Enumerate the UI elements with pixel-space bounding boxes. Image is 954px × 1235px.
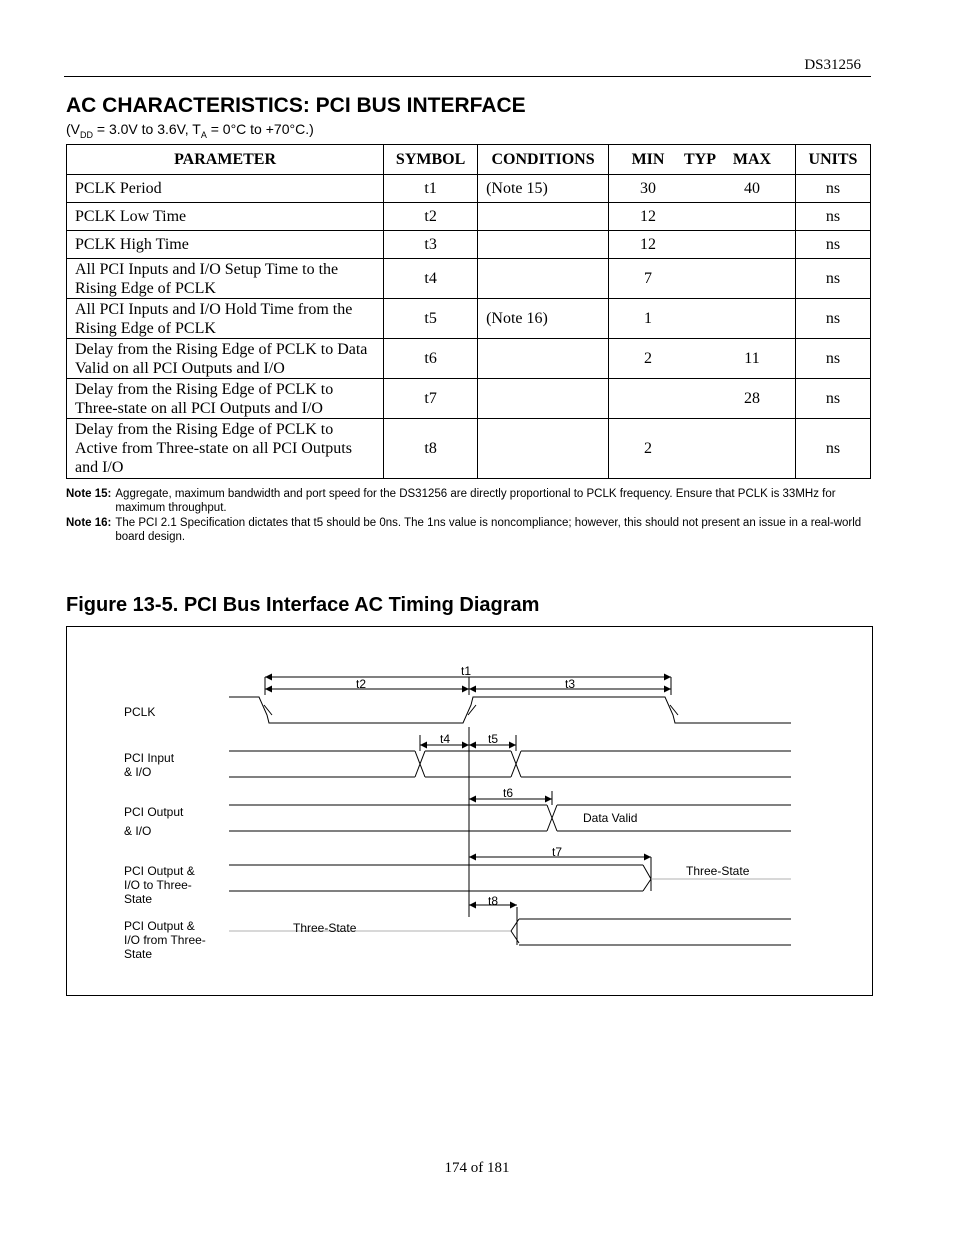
t2-label: t2 <box>356 677 367 691</box>
t6-label: t6 <box>503 786 514 800</box>
max-value <box>727 235 777 254</box>
vdd-subscript: DD <box>80 129 93 140</box>
three-state-out-label: Three-State <box>686 864 750 878</box>
symbol-cell: t4 <box>384 259 478 299</box>
parameter-cell: PCLK Period <box>67 175 384 203</box>
t4-label: t4 <box>440 732 451 746</box>
table-row <box>67 175 871 203</box>
min-typ-max-cell <box>609 419 796 479</box>
cond-open: (V <box>66 121 80 137</box>
conditions-cell <box>478 203 609 231</box>
units-cell: ns <box>795 203 870 231</box>
min-typ-max-cell <box>609 379 796 419</box>
signal-label-line: State <box>124 947 153 961</box>
units-cell: ns <box>795 231 870 259</box>
units-cell: ns <box>795 299 870 339</box>
signal-label-line: & I/O <box>124 824 152 838</box>
table-header-row <box>67 145 871 175</box>
min-typ-max-cell <box>609 259 796 299</box>
note-text: Aggregate, maximum bandwidth and port speed for the DS31256 are directly proportional to PCLK frequency. Ensure that PCLK is 33MHz for maximum throughput. <box>115 488 836 514</box>
typ-value <box>675 207 725 226</box>
max-value: 11 <box>744 350 760 367</box>
conditions-cell <box>478 419 609 479</box>
signal-from-three-state <box>124 919 206 961</box>
signal-label-line: & I/O <box>124 765 152 779</box>
conditions-cell <box>478 339 609 379</box>
signal-label-line: PCI Output <box>124 805 184 819</box>
t8-label: t8 <box>488 894 499 908</box>
min-value: 1 <box>644 310 653 327</box>
typ-value <box>675 235 725 254</box>
table-row <box>67 379 871 419</box>
parameter-cell: PCLK Low Time <box>67 203 384 231</box>
signal-pci-input <box>124 751 174 779</box>
symbol-cell: t7 <box>384 379 478 419</box>
max-value <box>727 439 777 458</box>
signal-label-line: State <box>124 892 153 906</box>
min-typ-max-cell <box>609 175 796 203</box>
header-typ: TYP <box>684 151 716 168</box>
header-parameter: PARAMETER <box>67 145 384 175</box>
header-units: UNITS <box>795 145 870 175</box>
notes <box>66 487 871 545</box>
operating-conditions <box>66 121 314 140</box>
conditions-cell <box>478 259 609 299</box>
conditions-cell <box>478 231 609 259</box>
units-cell: ns <box>795 339 870 379</box>
symbol-cell: t5 <box>384 299 478 339</box>
signal-label-line: PCI Output & <box>124 864 195 878</box>
max-value <box>727 207 777 226</box>
parameter-cell: Delay from the Rising Edge of PCLK to Active from Three-state on all PCI Outputs and I/O <box>67 419 384 479</box>
cond-close: = 0°C to +70°C.) <box>206 121 314 137</box>
typ-value <box>675 269 725 288</box>
header-max: MAX <box>732 151 772 168</box>
symbol-cell: t6 <box>384 339 478 379</box>
typ-value <box>675 439 725 458</box>
symbol-cell: t8 <box>384 419 478 479</box>
header-symbol: SYMBOL <box>384 145 478 175</box>
symbol-cell: t3 <box>384 231 478 259</box>
table-row <box>67 299 871 339</box>
symbol-cell: t2 <box>384 203 478 231</box>
note-text: The PCI 2.1 Specification dictates that t5 should be 0ns. The 1ns value is noncompliance; however, this should not present an issue in a real-world board design. <box>115 517 862 543</box>
signal-to-three-state <box>124 864 195 906</box>
table-row <box>67 203 871 231</box>
header-conditions: CONDITIONS <box>478 145 609 175</box>
units-cell: ns <box>795 379 870 419</box>
max-value: 28 <box>743 390 760 407</box>
cond-mid: = 3.0V to 3.6V, T <box>93 121 201 137</box>
conditions-cell: (Note 16) <box>478 299 609 339</box>
t5-label: t5 <box>488 732 499 746</box>
parameter-cell: Delay from the Rising Edge of PCLK to Three-state on all PCI Outputs and I/O <box>67 379 384 419</box>
max-value: 40 <box>743 180 760 197</box>
pci-input-waveform <box>229 735 791 777</box>
conditions-cell: (Note 15) <box>478 175 609 203</box>
header-min: MIN <box>631 151 665 168</box>
signal-label-line: I/O to Three- <box>124 878 192 892</box>
ac-characteristics-table <box>66 144 871 479</box>
signal-label-line: I/O from Three- <box>124 933 206 947</box>
min-value: 2 <box>644 350 653 367</box>
pclk-waveform <box>229 677 791 723</box>
t1-label: t1 <box>461 664 472 678</box>
min-value: 12 <box>640 208 657 225</box>
min-typ-max-cell <box>609 203 796 231</box>
page-number: 174 of 181 <box>444 1160 510 1176</box>
parameter-cell: All PCI Inputs and I/O Hold Time from the Rising Edge of PCLK <box>67 299 384 339</box>
typ-value <box>675 309 725 328</box>
max-value <box>727 309 777 328</box>
t7-label: t7 <box>552 845 563 859</box>
table-row <box>67 231 871 259</box>
parameter-cell: All PCI Inputs and I/O Setup Time to the Rising Edge of PCLK <box>67 259 384 299</box>
typ-value <box>675 349 725 368</box>
symbol-cell: t1 <box>384 175 478 203</box>
signal-label-line: PCI Output & <box>124 919 195 933</box>
header-rule <box>64 76 871 77</box>
signal-pclk: PCLK <box>124 705 156 719</box>
data-valid-label: Data Valid <box>583 811 638 825</box>
document-id: DS31256 <box>804 57 861 73</box>
timing-diagram <box>66 626 873 996</box>
t3-label: t3 <box>565 677 576 691</box>
table-row <box>67 419 871 479</box>
conditions-cell <box>478 379 609 419</box>
min-value: 30 <box>640 180 657 197</box>
ta-subscript: A <box>200 129 207 140</box>
note-16 <box>66 516 871 544</box>
typ-value <box>675 179 725 198</box>
units-cell: ns <box>795 419 870 479</box>
min-value: 7 <box>644 270 653 287</box>
figure-title: Figure 13-5. PCI Bus Interface AC Timing Diagram <box>66 594 540 616</box>
units-cell: ns <box>795 259 870 299</box>
units-cell: ns <box>795 175 870 203</box>
signal-label-line: PCI Input <box>124 751 175 765</box>
table-row <box>67 339 871 379</box>
min-value: 2 <box>644 440 653 457</box>
header-min-typ-max <box>609 145 796 175</box>
max-value <box>727 269 777 288</box>
min-value: 12 <box>640 236 657 253</box>
min-typ-max-cell <box>609 299 796 339</box>
note-15 <box>66 487 871 515</box>
three-state-in-label: Three-State <box>293 921 357 935</box>
parameter-cell: Delay from the Rising Edge of PCLK to Data Valid on all PCI Outputs and I/O <box>67 339 384 379</box>
signal-pci-output <box>124 805 183 838</box>
note-key: Note 15: <box>66 488 112 500</box>
parameter-cell: PCLK High Time <box>67 231 384 259</box>
min-typ-max-cell <box>609 231 796 259</box>
note-key: Note 16: <box>66 517 112 529</box>
section-title: AC CHARACTERISTICS: PCI BUS INTERFACE <box>66 94 526 117</box>
table-row <box>67 259 871 299</box>
min-value <box>623 389 673 408</box>
min-typ-max-cell <box>609 339 796 379</box>
typ-value <box>675 389 725 408</box>
